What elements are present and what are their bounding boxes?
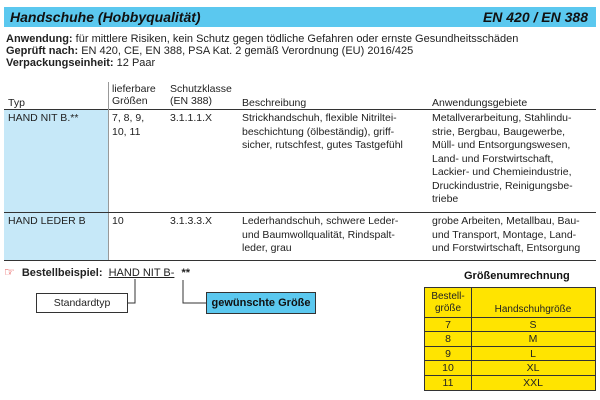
app-line: und Transport, Montage, Land- [432,228,577,241]
row-typ: HAND LEDER B [8,215,86,227]
header-klasse-line2: (EN 388) [170,95,213,107]
size-bestell: 8 [445,333,451,346]
geprueft-text: EN 420, CE, EN 388, PSA Kat. 2 gemäß Verordnung (EU) 2016/425 [81,45,414,57]
desc-line: und Baumwollqualität, Rindspalt- [242,228,395,241]
app-line: strie, Bergbau, Baugewerbe, [432,125,566,138]
row-groessen-line1: 10 [112,215,124,227]
size-row [425,361,595,375]
size-header-bestell-line1: Bestell- [431,291,465,302]
anwendung-text: für mittlere Risiken, kein Schutz gegen tödliche Gefahren oder ernste Gesundheitsschäden [75,33,519,45]
header-beschreibung: Beschreibung [242,97,307,109]
desc-line: beschichtung (ölbeständig), griff- [242,125,395,138]
size-bestell: 9 [445,347,451,360]
app-line: Lackier- und Chemieindustrie, [432,166,572,178]
order-label: Bestellbeispiel: [21,267,103,279]
size-handschuh: S [529,319,537,331]
connector-size [183,280,206,303]
pointing-hand-icon: ☞ [4,265,15,279]
desc-line: leder, grau [242,242,292,254]
header-groessen-line1: lieferbare [112,83,156,95]
size-handschuh: M [528,333,538,346]
row-klasse: 3.1.3.3.X [170,215,213,227]
size-row [425,376,595,390]
row-klasse: 3.1.1.1.X [170,112,213,124]
desired-size-box: gewünschte Größe [206,292,316,314]
anwendung-label: Anwendung: [6,33,73,45]
size-header-handschuh: Handschuhgröße [494,304,572,315]
size-conversion-title: Größenumrechnung [464,270,570,282]
size-bestell: 10 [442,362,454,375]
size-table-header [425,288,595,318]
app-line: triebe [432,193,459,205]
header-klasse-line1: Schutzklasse [170,83,232,95]
desc-line: sicher, rutschfest, gutes Tastgefühl [242,139,403,151]
app-line: grobe Arbeiten, Metallbau, Bau- [432,215,580,227]
norm-label: EN 420 / EN 388 [482,9,588,25]
connector-standard [128,279,135,303]
standard-type-box: Standardtyp [36,293,128,313]
size-bestell: 11 [442,376,454,389]
size-handschuh: L [530,347,536,360]
app-line: Druckindustrie, Reinigungsbe- [432,179,573,192]
row-groessen-line2: 10, 11 [112,125,141,138]
size-header-bestell [425,291,471,315]
size-row [425,318,595,332]
size-header-bestell-line2: größe [434,303,462,314]
desc-line: Strickhandschuh, flexible Nitriltei- [242,112,397,124]
verpackung-text: 12 Paar [116,57,156,69]
header-typ: Typ [8,97,25,109]
size-row [425,332,595,346]
size-row [425,347,595,361]
row-groessen-line1: 7, 8, 9, [112,112,145,124]
app-line: und Forstwirtschaft, Entsorgung [432,242,581,254]
order-stars: ** [181,267,191,279]
geprueft-label: Geprüft nach: [6,45,79,57]
verpackung-label: Verpackungseinheit: [6,57,114,69]
app-line: Müll- und Entsorgungswesen, [432,139,571,151]
app-line: Land- und Forstwirtschaft, [432,152,554,165]
size-handschuh: XXL [523,376,543,389]
header-groessen-line2: Größen [112,95,148,107]
size-conversion-table [424,287,596,391]
size-bestell: 7 [445,319,451,331]
order-value: HAND NIT B- [108,267,175,279]
size-handschuh: XL [526,362,540,375]
header-anwendung: Anwendungsgebiete [432,97,528,109]
page-title: Handschuhe (Hobbyqualität) [10,9,201,25]
app-line: Metallverarbeitung, Stahlindu- [432,112,572,124]
row-typ: HAND NIT B.** [8,112,79,124]
desc-line: Lederhandschuh, schwere Leder- [242,215,399,227]
